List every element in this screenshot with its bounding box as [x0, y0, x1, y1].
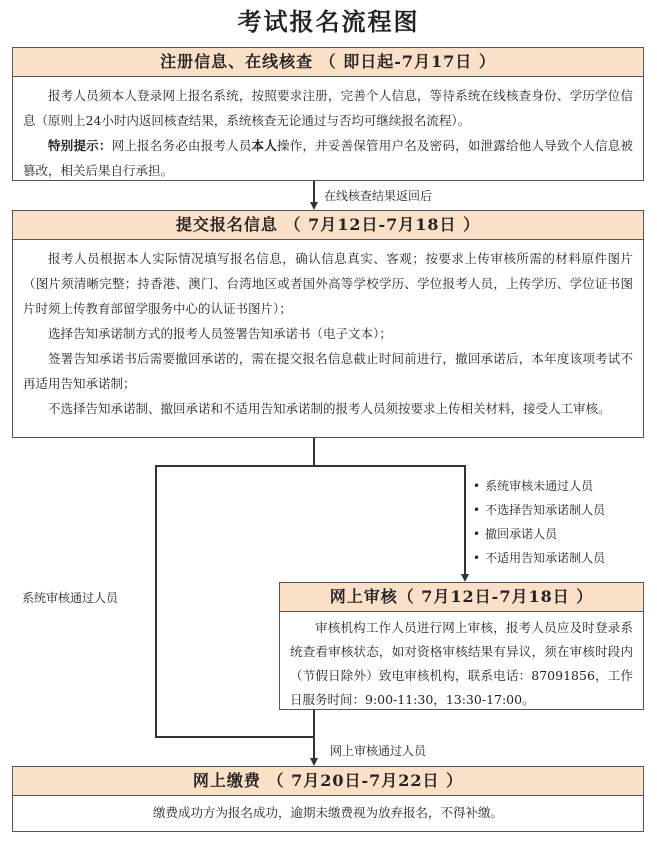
step-register	[12, 47, 644, 181]
submit-paragraph: 报考人员根据本人实际情况填写报名信息，确认信息真实、客观；按要求上传审核所需的材料原件图片（图片须清晰完整；持香港、澳门、台湾地区或者国外高等学校学历、学位报考人员，上传学历、学位证书图片时须上传教育部留学服务中心的认证书图片）；	[23, 251, 633, 316]
step-submit-body	[13, 240, 643, 425]
review-text: 审核机构工作人员进行网上审核，报考人员应及时登录系统查看审核状态，如对资格审核结果有异议，须在审核时段内（节假日除外）致电审核机构，联系电话：87091856，工作日服务时间：9:00-11:30，13:30-17:00。	[290, 620, 633, 707]
step-register-header: 注册信息、在线核查 （ 即日起-7月17日 ）	[13, 48, 643, 77]
submit-paragraph: 签署告知承诺书后需要撤回承诺的，需在提交报名信息截止时间前进行，撤回承诺后，本年度该项考试不再适用告知承诺制；	[23, 351, 633, 391]
page-title: 考试报名流程图	[237, 7, 420, 36]
branch-item: • 不适用告知承诺制人员	[473, 546, 605, 570]
branch-item: • 不选择告知承诺制人员	[473, 498, 605, 522]
connector-2-stem	[313, 438, 315, 466]
submit-paragraph: 选择告知承诺制方式的报考人员签署告知承诺书（电子文本）；	[48, 326, 392, 341]
step-review-body	[280, 612, 643, 716]
payment-text: 缴费成功方为报名成功，逾期未缴费视为放弃报名，不得补缴。	[152, 805, 503, 820]
connector-3	[313, 710, 315, 760]
branch-label-passed: 系统审核通过人员	[22, 591, 119, 605]
step-review-header: 网上审核（ 7月12日-7月18日 ）	[280, 583, 643, 612]
edge-label-review-passed: 网上审核通过人员	[330, 744, 427, 758]
arrow-3	[310, 758, 318, 766]
connector-2-horizontal	[155, 465, 465, 467]
connector-right-branch	[464, 465, 466, 575]
connector-left-branch	[155, 465, 157, 737]
branch-list-manual	[473, 474, 605, 570]
notice-label: 特别提示：	[48, 138, 112, 153]
branch-item: • 系统审核未通过人员	[473, 474, 605, 498]
notice-text-a: 网上报名务必由报考人员	[111, 138, 252, 153]
branch-item: • 撤回承诺人员	[473, 522, 605, 546]
step-payment	[12, 766, 644, 832]
step-review	[279, 582, 644, 710]
step-submit-header: 提交报名信息 （ 7月12日-7月18日 ）	[13, 211, 643, 240]
edge-label-online-check: 在线核查结果返回后	[324, 189, 433, 203]
step-payment-body	[13, 796, 643, 829]
step-register-text: 报考人员须本人登录网上报名系统，按照要求注册，完善个人信息，等待系统在线核查身份、学历学位信息（原则上24小时内返回核查结果，系统核查无论通过与否均可继续报名流程）。	[23, 88, 633, 128]
step-register-notice	[23, 133, 633, 183]
connector-1	[313, 181, 315, 203]
arrow-1	[310, 202, 318, 210]
notice-text-b: 操作，并妥善保管用户名及密码，如泄露给他人导致个人信息被篡改，相关后果自行承担。	[23, 138, 633, 178]
connector-left-bottom	[155, 736, 315, 738]
step-submit	[12, 210, 644, 438]
step-payment-header: 网上缴费 （ 7月20日-7月22日 ）	[13, 767, 643, 796]
submit-paragraph: 不选择告知承诺制、撤回承诺和不适用告知承诺制的报考人员须按要求上传相关材料，接受人工审核。	[48, 401, 611, 416]
notice-emphasis: 本人	[251, 138, 277, 153]
arrow-right-branch	[461, 574, 469, 582]
step-register-body	[13, 77, 643, 187]
